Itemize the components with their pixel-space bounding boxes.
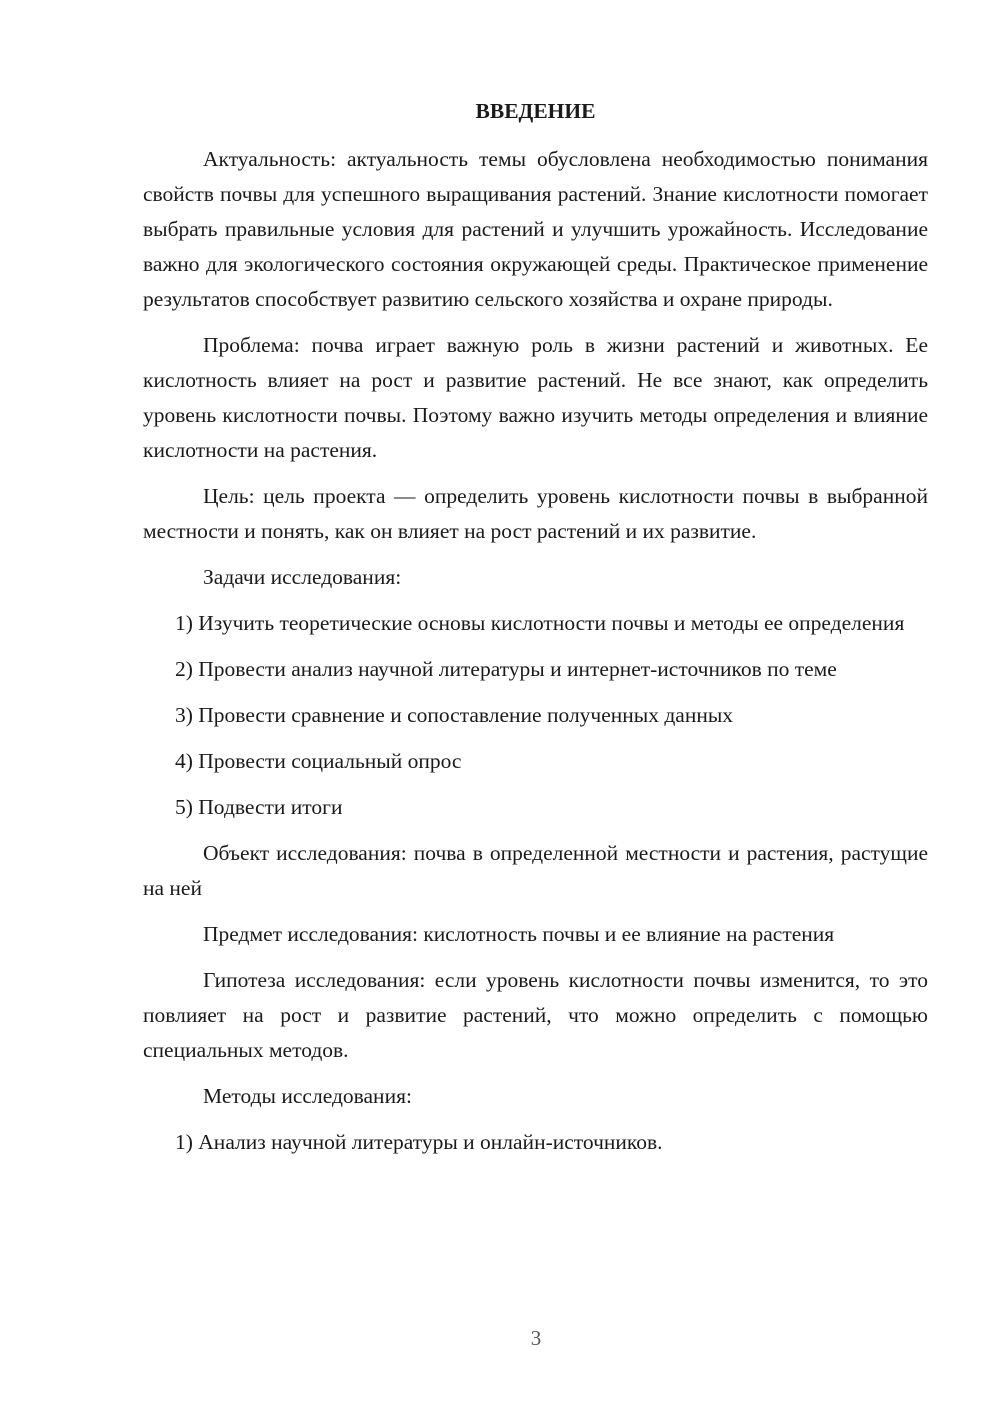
goal-paragraph: Цель: цель проекта — определить уровень кислотности почвы в выбранной местности и понять, как он влияет на рост растений и их развитие.	[143, 484, 928, 543]
task-item-1: 1) Изучить теоретические основы кислотности почвы и методы ее определения	[175, 611, 905, 635]
method-item-1: 1) Анализ научной литературы и онлайн-источников.	[175, 1130, 663, 1154]
relevance-paragraph: Актуальность: актуальность темы обусловлена необходимостью понимания свойств почвы для успешного выращивания растений. Знание кислотности помогает выбрать правильные условия для растений и улучшить урожайность. Исследование важно для экологического состояния окружающей среды. Практическое применение результатов способствует развитию сельского хозяйства и охране природы.	[143, 147, 928, 311]
task-item-3: 3) Провести сравнение и сопоставление полученных данных	[175, 703, 734, 727]
problem-paragraph: Проблема: почва играет важную роль в жизни растений и животных. Ее кислотность влияет на рост и развитие растений. Не все знают, как определить уровень кислотности почвы. Поэтому важно изучить методы определения и влияние кислотности на растения.	[143, 333, 928, 462]
subject-paragraph: Предмет исследования: кислотность почвы и ее влияние на растения	[203, 922, 835, 946]
page-title: ВВЕДЕНИЕ	[475, 99, 596, 123]
task-item-5: 5) Подвести итоги	[175, 795, 343, 819]
hypothesis-paragraph: Гипотеза исследования: если уровень кислотности почвы изменится, то это повлияет на рост и развитие растений, что можно определить с помощью специальных методов.	[143, 968, 928, 1062]
task-item-2: 2) Провести анализ научной литературы и интернет-источников по теме	[175, 657, 837, 681]
methods-heading: Методы исследования:	[203, 1084, 412, 1108]
document-page	[143, 96, 928, 1171]
page-number: 3	[530, 1326, 542, 1350]
tasks-heading: Задачи исследования:	[203, 565, 402, 589]
object-paragraph: Объект исследования: почва в определенной местности и растения, растущие на ней	[143, 841, 928, 900]
task-item-4: 4) Провести социальный опрос	[175, 749, 462, 773]
